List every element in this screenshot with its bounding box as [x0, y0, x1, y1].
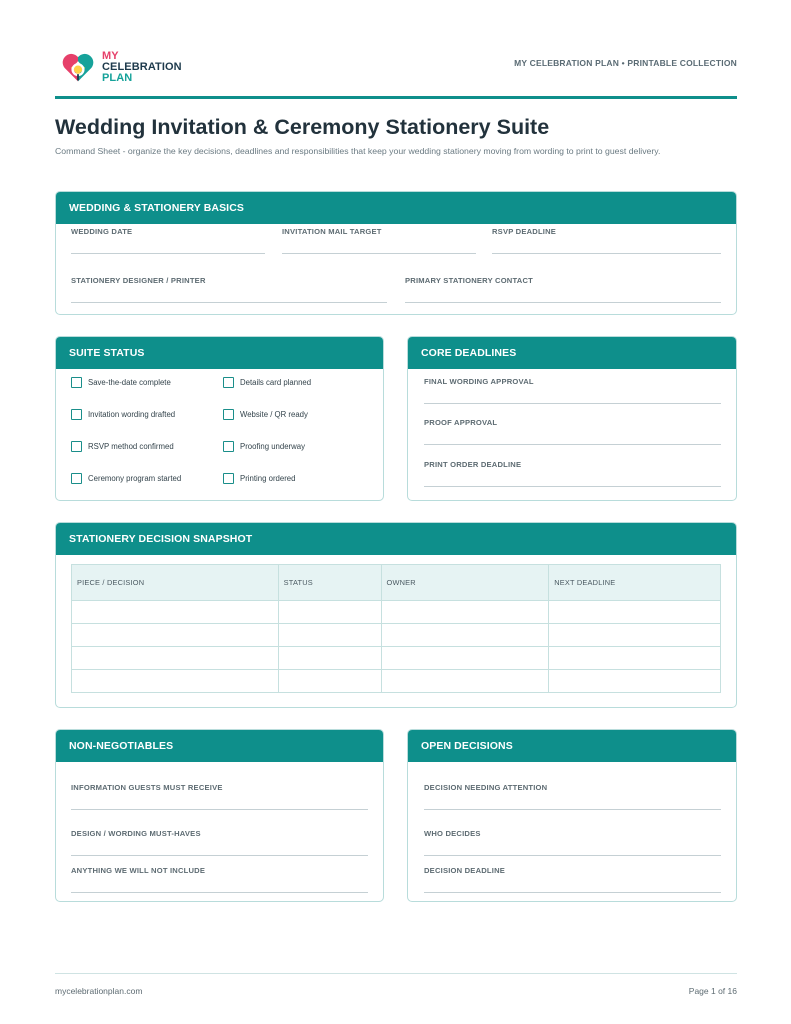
table-cell[interactable] [381, 670, 549, 693]
table-cell[interactable] [72, 647, 279, 670]
checkbox[interactable] [223, 377, 234, 388]
field-line [71, 809, 368, 810]
field-label: WEDDING DATE [71, 227, 133, 236]
field-line [424, 809, 721, 810]
final-wording-approval-field[interactable] [424, 377, 721, 405]
invitation-mail-target-field[interactable] [282, 227, 476, 255]
suite-status-card-title: SUITE STATUS [56, 337, 383, 369]
page-subtitle: Command Sheet - organize the key decisions, deadlines and responsibilities that keep your wedding stationery moving from wording to print to guest delivery. [55, 146, 661, 156]
field-label: STATIONERY DESIGNER / PRINTER [71, 276, 206, 285]
table-row [72, 624, 721, 647]
core-deadlines-card-title: CORE DEADLINES [408, 337, 736, 369]
checklist-item-save-the-date[interactable] [71, 377, 171, 388]
checkbox[interactable] [71, 473, 82, 484]
open-decisions-card-title: OPEN DECISIONS [408, 730, 736, 762]
field-label: RSVP DEADLINE [492, 227, 557, 236]
table-header-row [72, 565, 721, 601]
table-cell[interactable] [278, 670, 381, 693]
field-label: DECISION NEEDING ATTENTION [424, 783, 548, 792]
heart-ring-icon [60, 50, 96, 84]
logo-text-my: MY [102, 49, 119, 62]
field-label: DECISION DEADLINE [424, 866, 506, 875]
design-wording-must-haves-field[interactable] [71, 829, 368, 857]
checklist-item-invitation-wording[interactable] [71, 409, 175, 420]
field-line [71, 253, 265, 254]
footer-page-number: Page 1 of 16 [688, 986, 737, 996]
checkbox-label: Invitation wording drafted [88, 410, 176, 419]
field-line [424, 403, 721, 404]
field-line [424, 892, 721, 893]
checkbox[interactable] [71, 441, 82, 452]
checkbox-label: Ceremony program started [88, 474, 182, 483]
checkbox[interactable] [223, 441, 234, 452]
checklist-item-printing-ordered[interactable] [223, 473, 295, 484]
page-header [55, 44, 737, 99]
logo-text-plan: PLAN [102, 71, 133, 84]
field-line [424, 486, 721, 487]
table-cell[interactable] [278, 647, 381, 670]
checklist-item-details-card[interactable] [223, 377, 311, 388]
decision-snapshot-card-title: STATIONERY DECISION SNAPSHOT [56, 523, 736, 555]
suite-status-card [55, 336, 384, 501]
checklist-item-proofing[interactable] [223, 441, 305, 452]
information-guests-must-receive-field[interactable] [71, 783, 368, 811]
table-cell[interactable] [278, 601, 381, 624]
checkbox[interactable] [223, 473, 234, 484]
checkbox[interactable] [71, 377, 82, 388]
checkbox-label: Save-the-date complete [88, 378, 171, 387]
table-row [72, 601, 721, 624]
field-label: PRIMARY STATIONERY CONTACT [405, 276, 533, 285]
field-label: PROOF APPROVAL [424, 418, 498, 427]
decision-snapshot-table [71, 564, 721, 693]
table-row [72, 670, 721, 693]
field-label: WHO DECIDES [424, 829, 481, 838]
rsvp-deadline-field[interactable] [492, 227, 721, 255]
field-label: PRINT ORDER DEADLINE [424, 460, 522, 469]
table-cell[interactable] [549, 647, 721, 670]
footer-site-link[interactable]: mycelebrationplan.com [55, 986, 143, 996]
table-cell[interactable] [72, 624, 279, 647]
checkbox[interactable] [223, 409, 234, 420]
decision-deadline-field[interactable] [424, 866, 721, 894]
basics-card-title: WEDDING & STATIONERY BASICS [56, 192, 736, 224]
page-footer [55, 973, 737, 996]
column-header-piece: PIECE / DECISION [72, 565, 279, 601]
checklist-item-rsvp-method[interactable] [71, 441, 174, 452]
open-decisions-card [407, 729, 737, 902]
proof-approval-field[interactable] [424, 418, 721, 446]
core-deadlines-card [407, 336, 737, 501]
checklist-item-website-qr[interactable] [223, 409, 308, 420]
field-line [424, 444, 721, 445]
table-cell[interactable] [549, 601, 721, 624]
table-cell[interactable] [72, 670, 279, 693]
field-line [71, 892, 368, 893]
non-negotiables-card [55, 729, 384, 902]
checkbox-label: Printing ordered [240, 474, 296, 483]
table-row [72, 647, 721, 670]
field-label: DESIGN / WORDING MUST-HAVES [71, 829, 201, 838]
field-line [71, 855, 368, 856]
table-cell[interactable] [278, 624, 381, 647]
wedding-date-field[interactable] [71, 227, 265, 255]
column-header-owner: OWNER [381, 565, 549, 601]
decision-snapshot-card [55, 522, 737, 708]
print-order-deadline-field[interactable] [424, 460, 721, 488]
logo [60, 50, 182, 84]
column-header-next-deadline: NEXT DEADLINE [549, 565, 721, 601]
checkbox-label: RSVP method confirmed [88, 442, 174, 451]
field-label: INFORMATION GUESTS MUST RECEIVE [71, 783, 223, 792]
page-title: Wedding Invitation & Ceremony Stationery Suite [55, 115, 550, 139]
logo-text-celebration: CELEBRATION [102, 60, 182, 73]
decision-needing-attention-field[interactable] [424, 783, 721, 811]
header-collection-label: MY CELEBRATION PLAN • PRINTABLE COLLECTION [514, 58, 737, 68]
field-label: FINAL WORDING APPROVAL [424, 377, 534, 386]
table-cell[interactable] [549, 670, 721, 693]
field-label: ANYTHING WE WILL NOT INCLUDE [71, 866, 206, 875]
table-cell[interactable] [549, 624, 721, 647]
basics-card [55, 191, 737, 315]
field-line [405, 302, 721, 303]
field-label: INVITATION MAIL TARGET [282, 227, 382, 236]
field-line [71, 302, 387, 303]
table-cell[interactable] [381, 601, 549, 624]
table-cell[interactable] [72, 601, 279, 624]
checklist-item-ceremony-program[interactable] [71, 473, 181, 484]
who-decides-field[interactable] [424, 829, 721, 857]
checkbox-label: Details card planned [240, 378, 312, 387]
non-negotiables-card-title: NON-NEGOTIABLES [56, 730, 383, 762]
table-cell[interactable] [381, 624, 549, 647]
field-line [492, 253, 721, 254]
table-cell[interactable] [381, 647, 549, 670]
column-header-status: STATUS [278, 565, 381, 601]
field-line [282, 253, 476, 254]
stationery-designer-field[interactable] [71, 276, 387, 304]
checkbox-label: Proofing underway [240, 442, 306, 451]
checkbox[interactable] [71, 409, 82, 420]
field-line [424, 855, 721, 856]
anything-we-will-not-include-field[interactable] [71, 866, 368, 894]
primary-stationery-contact-field[interactable] [405, 276, 721, 304]
checkbox-label: Website / QR ready [240, 410, 308, 419]
